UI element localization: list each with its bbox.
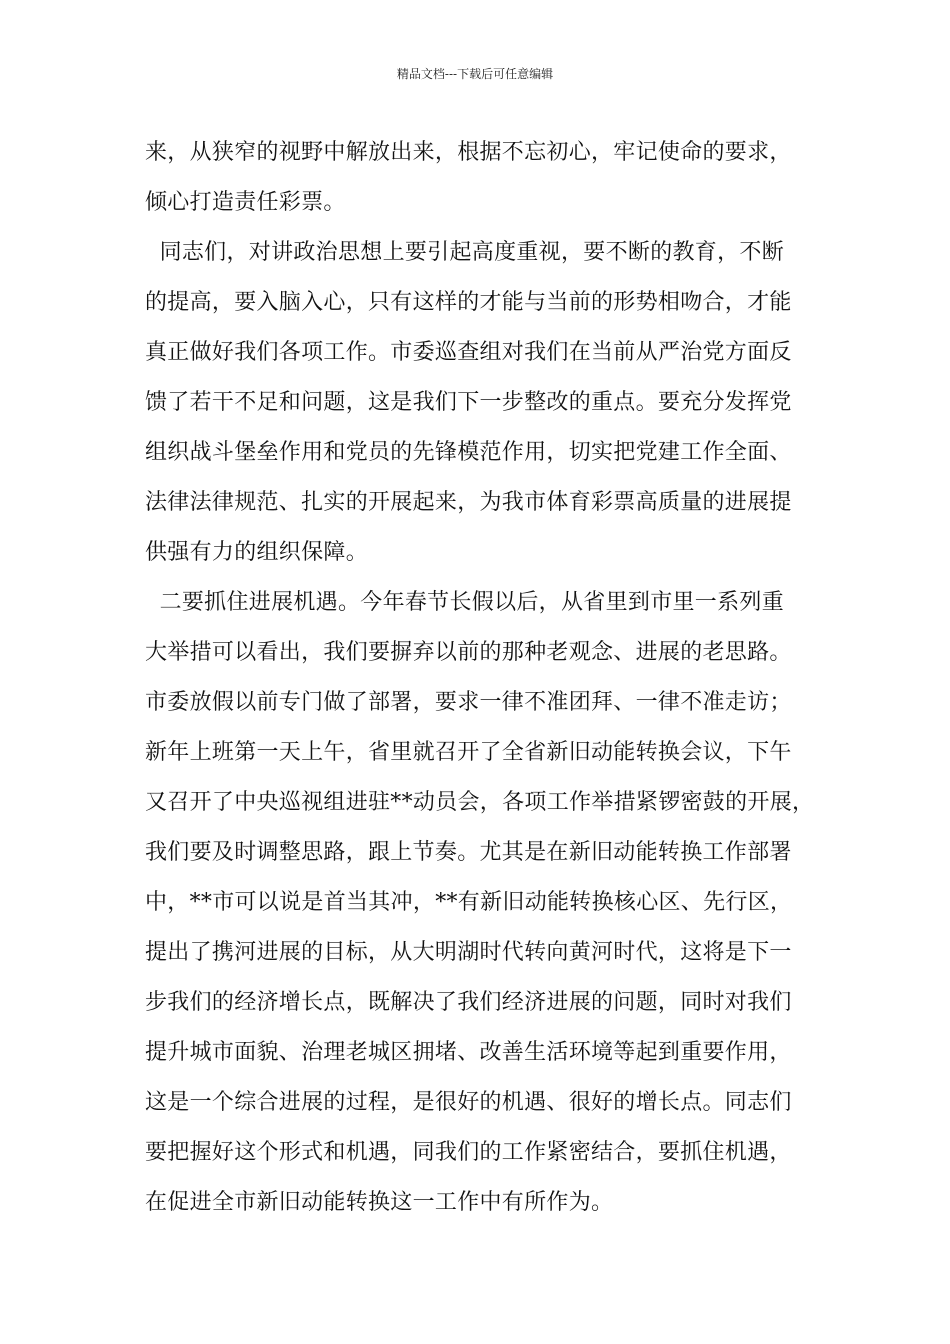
text-line: 这是一个综合进展的过程，是很好的机遇、很好的增长点。同志们	[145, 1090, 792, 1115]
text-line: 我们要及时调整思路，跟上节奏。尤其是在新旧动能转换工作部署	[145, 840, 792, 865]
text-line: 倾心打造责任彩票。	[145, 190, 346, 215]
text-line: 提出了携河进展的目标，从大明湖时代转向黄河时代，这将是下一	[145, 940, 792, 965]
text-line: 市委放假以前专门做了部署，要求一律不准团拜、一律不准走访；	[145, 690, 792, 715]
text-line: 步我们的经济增长点，既解决了我们经济进展的问题，同时对我们	[145, 990, 792, 1015]
text-line: 中，**市可以说是首当其冲，**有新旧动能转换核心区、先行区，	[145, 890, 793, 915]
text-line: 馈了若干不足和问题，这是我们下一步整改的重点。要充分发挥党	[145, 390, 792, 415]
text-line: 二要抓住进展机遇。今年春节长假以后，从省里到市里一系列重	[145, 590, 784, 615]
text-line: 在促进全市新旧动能转换这一工作中有所作为。	[145, 1190, 614, 1215]
text-line: 又召开了中央巡视组进驻**动员会，各项工作举措紧锣密鼓的开展，	[145, 790, 815, 815]
text-line: 真正做好我们各项工作。市委巡查组对我们在当前从严治党方面反	[145, 340, 792, 365]
text-line: 提升城市面貌、治理老城区拥堵、改善生活环境等起到重要作用，	[145, 1040, 792, 1065]
text-line: 来，从狭窄的视野中解放出来，根据不忘初心，牢记使命的要求，	[145, 140, 792, 165]
text-line: 新年上班第一天上午，省里就召开了全省新旧动能转换会议，下午	[145, 740, 792, 765]
text-line: 法律法律规范、扎实的开展起来，为我市体育彩票高质量的进展提	[145, 490, 792, 515]
text-line: 的提高，要入脑入心，只有这样的才能与当前的形势相吻合，才能	[145, 290, 792, 315]
page-header: 精品文档---下载后可任意编辑	[396, 67, 554, 81]
text-line: 同志们，对讲政治思想上要引起高度重视，要不断的教育，不断	[145, 240, 784, 265]
text-line: 组织战斗堡垒作用和党员的先锋模范作用，切实把党建工作全面、	[145, 440, 792, 465]
text-line: 大举措可以看出，我们要摒弃以前的那种老观念、进展的老思路。	[145, 640, 792, 665]
text-line: 要把握好这个形式和机遇，同我们的工作紧密结合，要抓住机遇，	[145, 1140, 792, 1165]
text-line: 供强有力的组织保障。	[145, 540, 369, 565]
document-body	[145, 128, 815, 1228]
